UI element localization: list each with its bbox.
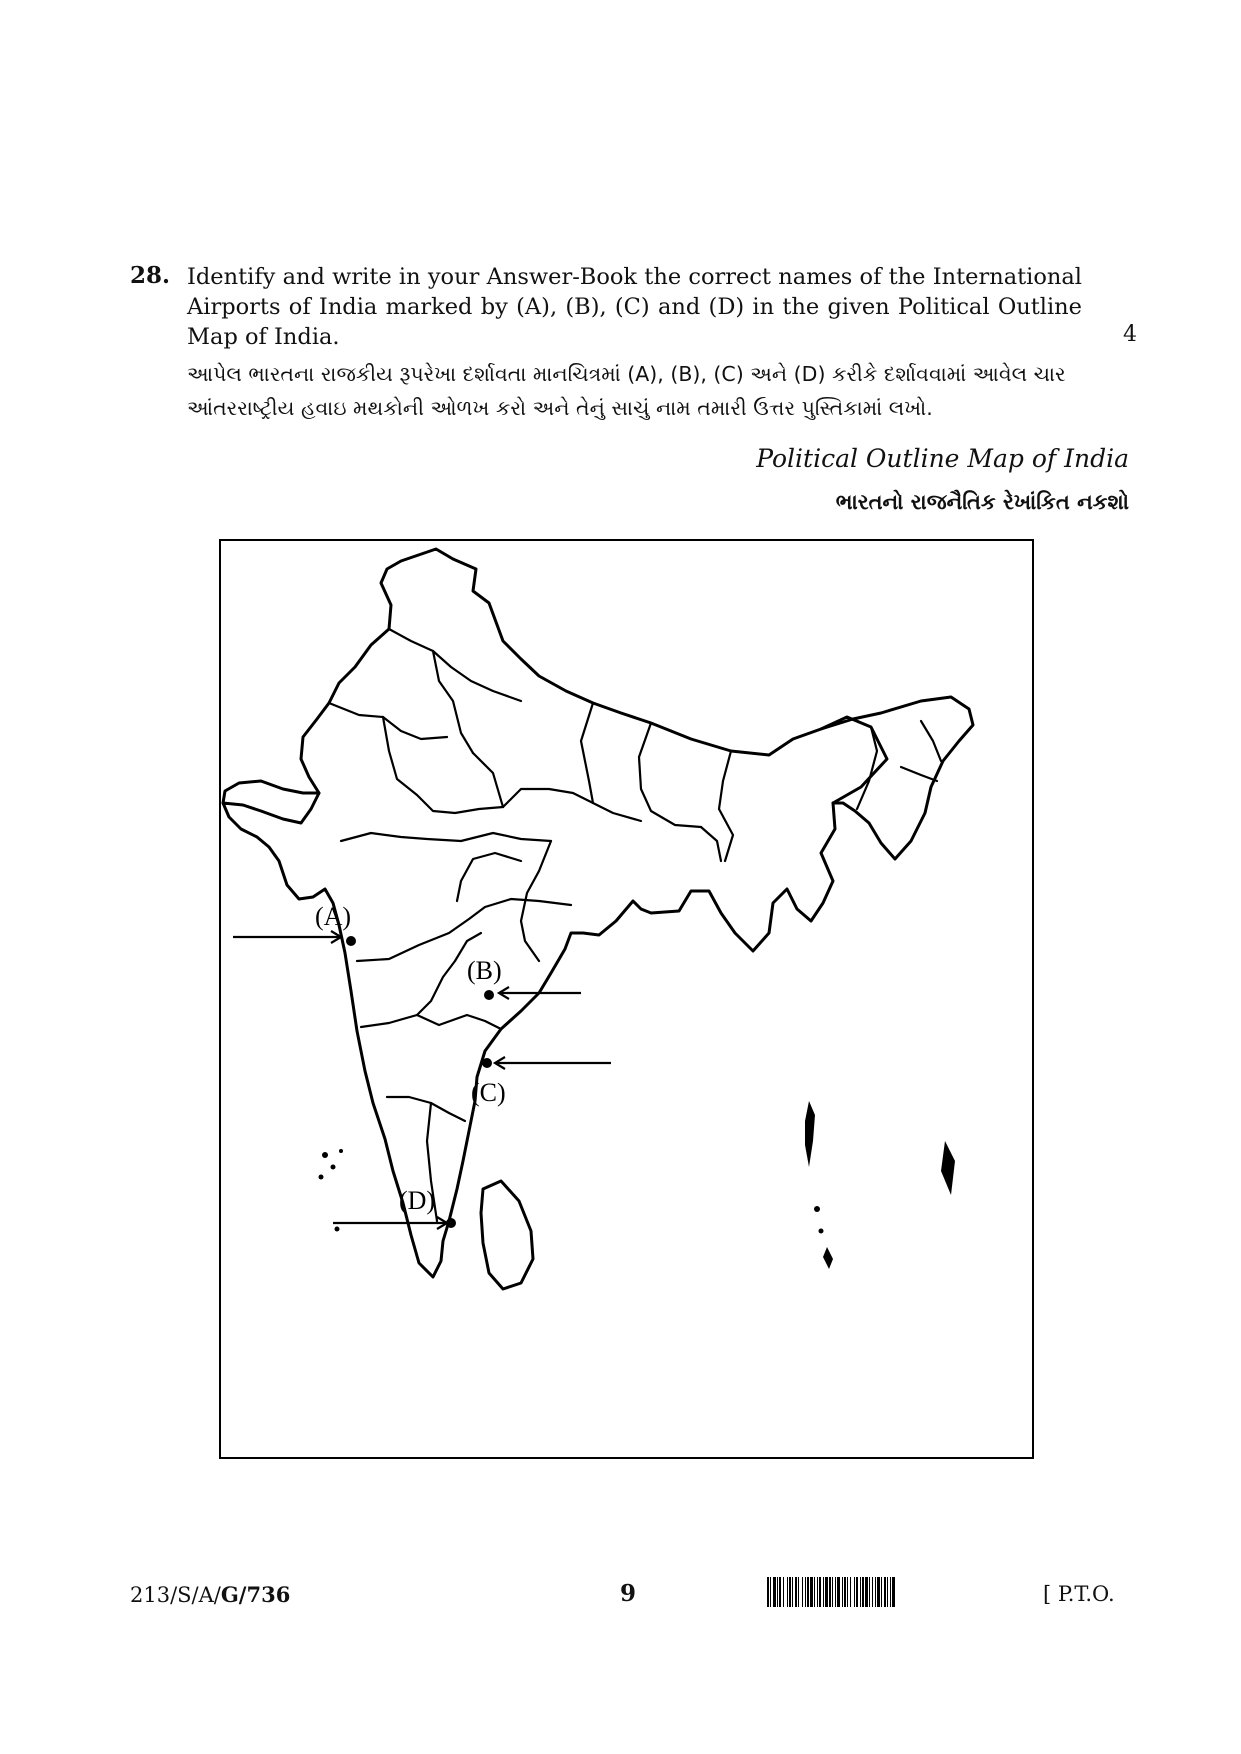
- paper-code-suffix: G/736: [220, 1582, 291, 1607]
- india-political-outline-map: [221, 541, 1032, 1457]
- marker-label-b: (B): [467, 956, 502, 985]
- question-number: 28.: [130, 262, 171, 289]
- pto-label: [ P.T.O.: [1043, 1582, 1115, 1606]
- sri-lanka-outline: [481, 1181, 533, 1289]
- india-map-frame: [219, 539, 1034, 1459]
- question-text-gujarati: આપેલ ભારતના રાજકીય રૂપરેખા દર્શાવતા માનચિત્રમાં (A), (B), (C) અને (D) કરીકે દર્શાવવામાં આવેલ ચાર આંતરરાષ્ટ્રીય હવાઇ મથકોની ઓળખ કરો અને તેનું સાચું નામ તમારી ઉત્તર પુસ્તિકામાં લખો.: [187, 362, 1066, 420]
- page-number: 9: [620, 1580, 637, 1607]
- andaman-island: [805, 1101, 815, 1167]
- airport-point-a: [346, 936, 356, 946]
- airport-point-d: [446, 1218, 456, 1228]
- marker-label-a: (A): [315, 902, 352, 931]
- marker-label-d: (D): [399, 1186, 436, 1215]
- airport-point-b: [484, 990, 494, 1000]
- question-text-english: Identify and write in your Answer-Book the correct names of the International Airports of India marked by (A), (B), (C) and (D) in the given Political Outline Map of India.: [187, 264, 1082, 350]
- andaman-coast-fragment: [941, 1141, 955, 1195]
- nicobar-island: [819, 1229, 824, 1234]
- lakshadweep-island: [319, 1175, 324, 1180]
- nicobar-island: [814, 1206, 820, 1212]
- gujarat-coast: [223, 781, 319, 803]
- map-title-english: Political Outline Map of India: [756, 444, 1129, 473]
- airport-point-c: [482, 1058, 492, 1068]
- paper-code: [130, 1582, 290, 1607]
- lakshadweep-island: [322, 1152, 328, 1158]
- lakshadweep-island: [331, 1165, 336, 1170]
- lakshadweep-island: [339, 1149, 343, 1153]
- barcode-stripe: [892, 1577, 895, 1607]
- lakshadweep-island: [335, 1227, 340, 1232]
- nicobar-island: [823, 1247, 833, 1269]
- marker-label-c: (C): [471, 1078, 506, 1107]
- india-northeast-outline: [821, 697, 973, 859]
- map-title-gujarati: ભારતનો રાજનૈતિક રેખાંકિત નકશો: [835, 490, 1129, 514]
- paper-code-prefix: 213/S/A/: [130, 1583, 221, 1607]
- question-marks: 4: [1123, 322, 1137, 347]
- barcode: [767, 1577, 1032, 1607]
